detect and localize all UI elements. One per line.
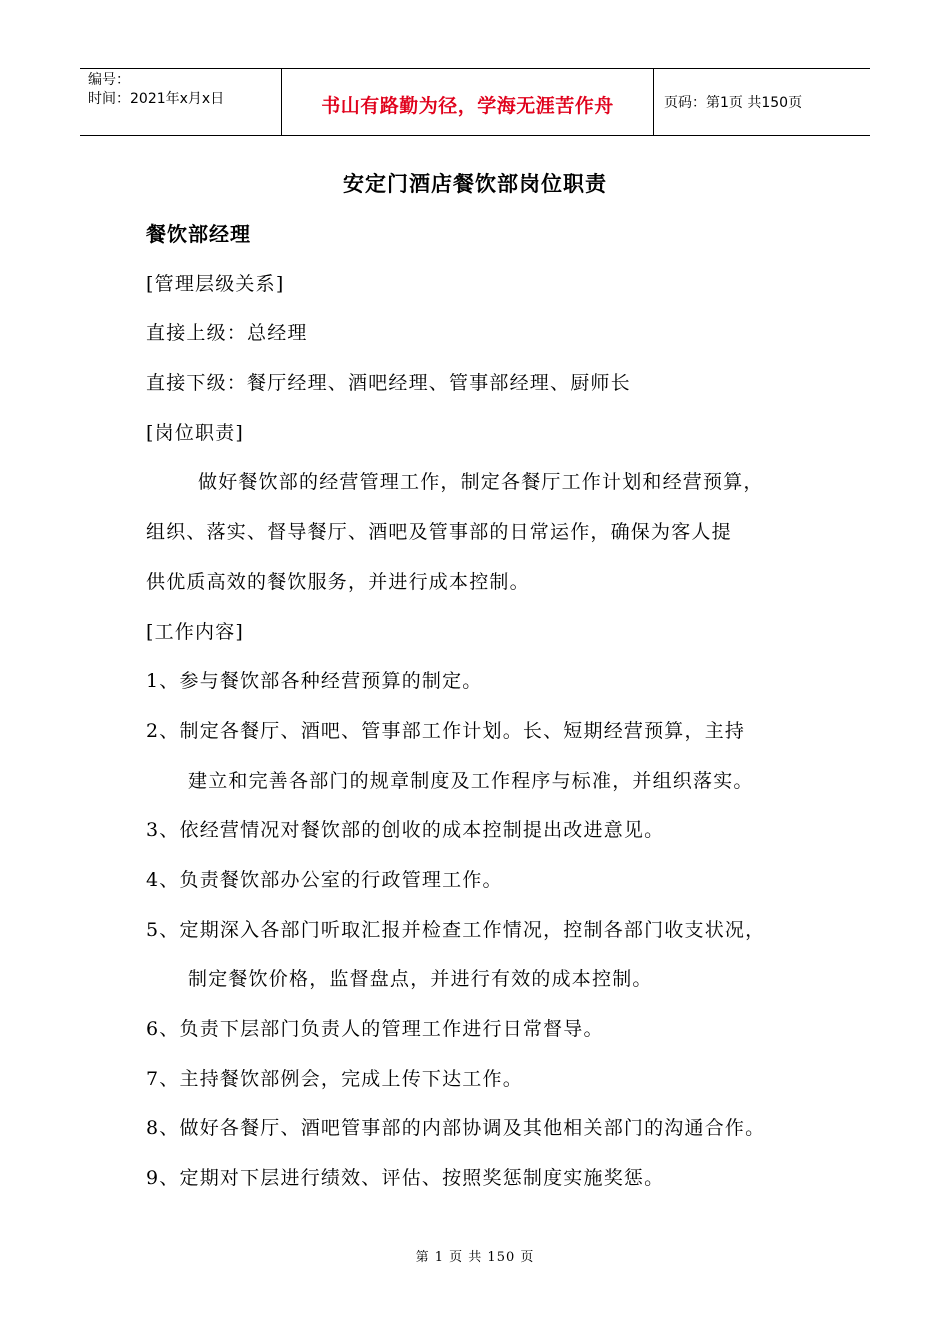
list-item: 1、参与餐饮部各种经营预算的制定。 [146,670,483,693]
section-heading: 餐饮部经理 [146,222,251,246]
header-page-cell [654,69,870,135]
paragraph-line: 做好餐饮部的经营管理工作，制定各餐厅工作计划和经营预算， [198,471,764,494]
header-info-cell [80,69,282,135]
list-item: 6、负责下层部门负责人的管理工作进行日常督导。 [146,1018,604,1040]
paragraph-line: 组织、落实、督导餐厅、酒吧及管事部的日常运作，确保为客人提 [146,521,732,544]
subsection-label: [管理层级关系] [146,272,285,295]
page-footer: 第 1 页 共 150 页 [415,1250,535,1265]
list-item: 7、主持餐饮部例会，完成上传下达工作。 [146,1067,523,1090]
list-item: 4、负责餐饮部办公室的行政管理工作。 [146,868,503,891]
document-number-label: 编号： [88,72,130,88]
header-page-label: 页码：第1页 共150页 [664,95,803,111]
header-motto-cell [282,69,654,135]
list-item: 5、定期深入各部门听取汇报并检查工作情况，控制各部门收支状况， [146,918,766,941]
document-title: 安定门酒店餐饮部岗位职责 [343,171,607,196]
list-item: 3、依经营情况对餐饮部的创收的成本控制提出改进意见。 [146,819,665,842]
header-motto: 书山有路勤为径，学海无涯苦作舟 [321,94,614,117]
document-header [80,68,870,136]
body-line: 直接下级：餐厅经理、酒吧经理、管事部经理、厨师长 [146,372,631,395]
list-item: 8、做好各餐厅、酒吧管事部的内部协调及其他相关部门的沟通合作。 [146,1117,766,1140]
subsection-label: [工作内容] [146,620,245,643]
list-item-continuation: 制定餐饮价格，监督盘点，并进行有效的成本控制。 [188,968,653,991]
subsection-label: [岗位职责] [146,421,245,444]
body-line: 直接上级：总经理 [146,322,308,345]
document-date-label: 时间：2021年x月x日 [88,91,225,107]
document-body [146,218,836,1212]
list-item-continuation: 建立和完善各部门的规章制度及工作程序与标准，并组织落实。 [188,769,754,792]
list-item: 9、定期对下层进行绩效、评估、按照奖惩制度实施奖惩。 [146,1167,665,1190]
list-item: 2、制定各餐厅、酒吧、管事部工作计划。长、短期经营预算，主持 [146,719,746,742]
paragraph-line: 供优质高效的餐饮服务，并进行成本控制。 [146,570,530,593]
